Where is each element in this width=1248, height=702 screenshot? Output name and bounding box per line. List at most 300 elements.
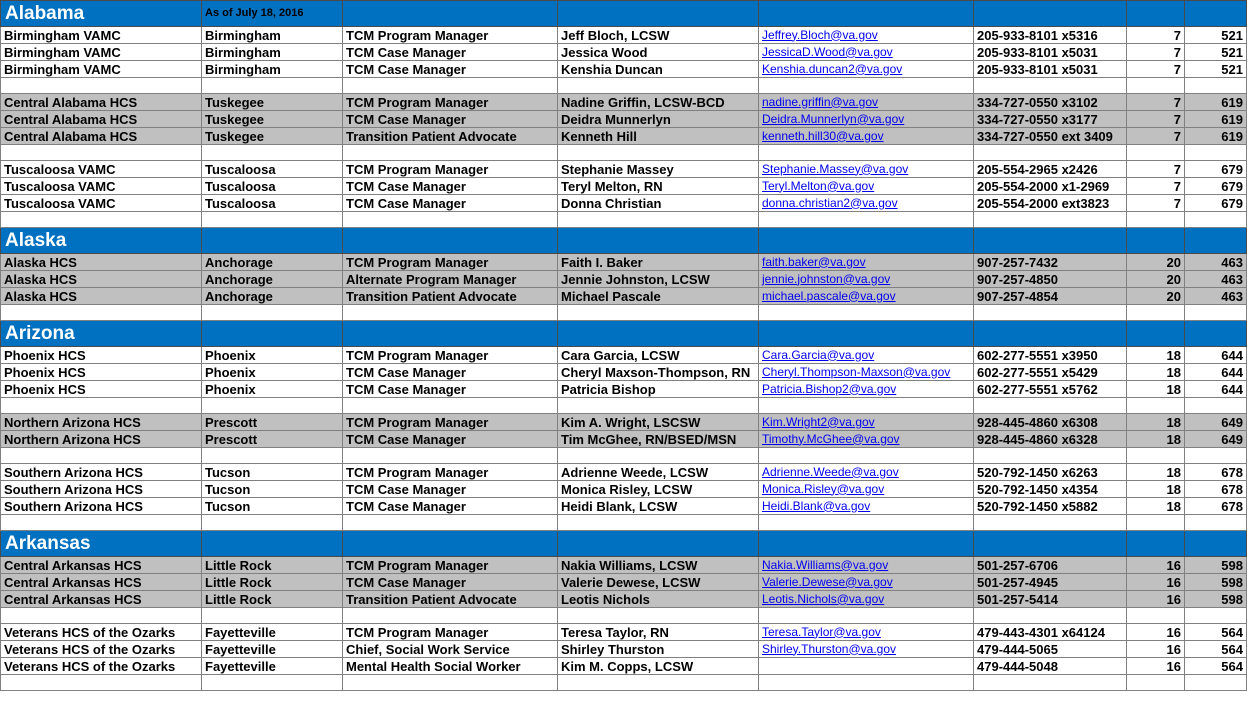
empty-cell (1, 515, 202, 531)
contact-name-cell: Kim M. Copps, LCSW (558, 658, 759, 675)
facility-cell: Veterans HCS of the Ozarks (1, 624, 202, 641)
visn-cell: 18 (1127, 414, 1185, 431)
table-row (1, 431, 1247, 448)
city-cell: Tuskegee (202, 128, 343, 145)
station-cell: 678 (1185, 498, 1247, 515)
email-link[interactable]: Timothy.McGhee@va.gov (762, 431, 900, 446)
station-cell: 564 (1185, 641, 1247, 658)
as-of-date (202, 228, 343, 254)
city-cell: Phoenix (202, 364, 343, 381)
visn-cell: 7 (1127, 27, 1185, 44)
phone-cell: 205-554-2000 ext3823 (974, 195, 1127, 212)
empty-cell (1185, 515, 1247, 531)
empty-cell (1127, 145, 1185, 161)
empty-cell (1, 78, 202, 94)
station-cell: 564 (1185, 624, 1247, 641)
empty-cell (202, 515, 343, 531)
empty-cell (1, 305, 202, 321)
empty-cell (1127, 448, 1185, 464)
state-name: Arkansas (1, 531, 202, 557)
empty-cell (759, 675, 974, 691)
header-empty-cell (1127, 321, 1185, 347)
phone-cell: 479-444-5048 (974, 658, 1127, 675)
email-cell (759, 178, 974, 195)
visn-cell: 20 (1127, 254, 1185, 271)
table-row (1, 178, 1247, 195)
empty-cell (974, 608, 1127, 624)
header-empty-cell (759, 228, 974, 254)
header-empty-cell (759, 321, 974, 347)
table-row (1, 271, 1247, 288)
facility-cell: Veterans HCS of the Ozarks (1, 658, 202, 675)
empty-cell (974, 398, 1127, 414)
state-header-row (1, 1, 1247, 27)
phone-cell: 205-554-2965 x2426 (974, 161, 1127, 178)
role-cell: TCM Case Manager (343, 195, 558, 212)
header-empty-cell (1127, 1, 1185, 27)
empty-cell (974, 212, 1127, 228)
facility-cell: Northern Arizona HCS (1, 414, 202, 431)
table-row (1, 94, 1247, 111)
city-cell: Fayetteville (202, 641, 343, 658)
email-link[interactable]: Leotis.Nichols@va.gov (762, 591, 885, 606)
email-cell (759, 27, 974, 44)
contact-name-cell: Jennie Johnston, LCSW (558, 271, 759, 288)
phone-cell: 907-257-4850 (974, 271, 1127, 288)
empty-cell (1185, 448, 1247, 464)
role-cell: Alternate Program Manager (343, 271, 558, 288)
email-cell (759, 128, 974, 145)
email-link[interactable]: Nakia.Williams@va.gov (762, 557, 889, 572)
station-cell: 598 (1185, 591, 1247, 608)
facility-cell: Birmingham VAMC (1, 61, 202, 78)
table-row (1, 364, 1247, 381)
empty-cell (759, 305, 974, 321)
empty-cell (759, 448, 974, 464)
email-link[interactable]: Deidra.Munnerlyn@va.gov (762, 111, 905, 126)
station-cell: 521 (1185, 27, 1247, 44)
empty-cell (1127, 675, 1185, 691)
email-link[interactable]: kenneth.hill30@va.gov (762, 128, 884, 143)
header-empty-cell (759, 1, 974, 27)
header-empty-cell (558, 321, 759, 347)
facility-cell: Phoenix HCS (1, 364, 202, 381)
station-cell: 678 (1185, 481, 1247, 498)
table-row (1, 557, 1247, 574)
spacer-row (1, 398, 1247, 414)
phone-cell: 205-554-2000 x1-2969 (974, 178, 1127, 195)
facility-cell: Alaska HCS (1, 254, 202, 271)
empty-cell (974, 675, 1127, 691)
facility-cell: Central Arkansas HCS (1, 557, 202, 574)
city-cell: Tucson (202, 481, 343, 498)
table-row (1, 414, 1247, 431)
header-empty-cell (1185, 1, 1247, 27)
header-empty-cell (1185, 321, 1247, 347)
empty-cell (1, 608, 202, 624)
as-of-date (202, 321, 343, 347)
contact-name-cell: Teryl Melton, RN (558, 178, 759, 195)
contact-name-cell: Nadine Griffin, LCSW-BCD (558, 94, 759, 111)
empty-cell (1, 212, 202, 228)
visn-cell: 7 (1127, 128, 1185, 145)
facility-cell: Alaska HCS (1, 288, 202, 305)
email-cell (759, 658, 974, 675)
table-row (1, 624, 1247, 641)
station-cell: 644 (1185, 381, 1247, 398)
contact-name-cell: Kenshia Duncan (558, 61, 759, 78)
city-cell: Tuskegee (202, 94, 343, 111)
visn-cell: 7 (1127, 161, 1185, 178)
empty-cell (1127, 515, 1185, 531)
email-link[interactable]: Jeffrey.Bloch@va.gov (762, 27, 878, 42)
empty-cell (558, 448, 759, 464)
facility-cell: Phoenix HCS (1, 381, 202, 398)
email-link[interactable]: Heidi.Blank@va.gov (762, 498, 871, 513)
empty-cell (558, 675, 759, 691)
facility-cell: Northern Arizona HCS (1, 431, 202, 448)
role-cell: TCM Case Manager (343, 364, 558, 381)
empty-cell (1, 448, 202, 464)
header-empty-cell (974, 228, 1127, 254)
city-cell: Little Rock (202, 574, 343, 591)
facility-cell: Birmingham VAMC (1, 27, 202, 44)
email-link[interactable]: Cara.Garcia@va.gov (762, 347, 875, 362)
as-of-date: As of July 18, 2016 (202, 1, 343, 27)
visn-cell: 18 (1127, 431, 1185, 448)
role-cell: TCM Case Manager (343, 431, 558, 448)
phone-cell: 205-933-8101 x5031 (974, 44, 1127, 61)
role-cell: TCM Case Manager (343, 178, 558, 195)
empty-cell (759, 78, 974, 94)
role-cell: TCM Program Manager (343, 161, 558, 178)
empty-cell (343, 78, 558, 94)
email-link[interactable]: michael.pascale@va.gov (762, 288, 896, 303)
visn-cell: 18 (1127, 464, 1185, 481)
city-cell: Fayetteville (202, 658, 343, 675)
spacer-row (1, 145, 1247, 161)
role-cell: Mental Health Social Worker (343, 658, 558, 675)
empty-cell (974, 448, 1127, 464)
empty-cell (343, 608, 558, 624)
station-cell: 619 (1185, 111, 1247, 128)
empty-cell (558, 515, 759, 531)
role-cell: TCM Case Manager (343, 381, 558, 398)
email-link[interactable]: Cheryl.Thompson-Maxson@va.gov (762, 364, 951, 379)
contact-name-cell: Heidi Blank, LCSW (558, 498, 759, 515)
phone-cell: 928-445-4860 x6308 (974, 414, 1127, 431)
email-link[interactable]: Monica.Risley@va.gov (762, 481, 885, 496)
email-cell (759, 61, 974, 78)
city-cell: Tucson (202, 464, 343, 481)
phone-cell: 501-257-6706 (974, 557, 1127, 574)
empty-cell (558, 212, 759, 228)
phone-cell: 602-277-5551 x5762 (974, 381, 1127, 398)
contact-name-cell: Teresa Taylor, RN (558, 624, 759, 641)
contact-name-cell: Faith I. Baker (558, 254, 759, 271)
role-cell: TCM Case Manager (343, 61, 558, 78)
header-empty-cell (343, 531, 558, 557)
empty-cell (1127, 78, 1185, 94)
spacer-row (1, 305, 1247, 321)
empty-cell (974, 515, 1127, 531)
email-link[interactable]: Stephanie.Massey@va.gov (762, 161, 909, 176)
empty-cell (558, 145, 759, 161)
phone-cell: 501-257-4945 (974, 574, 1127, 591)
email-cell (759, 254, 974, 271)
role-cell: TCM Case Manager (343, 481, 558, 498)
email-cell (759, 347, 974, 364)
table-row (1, 641, 1247, 658)
email-cell (759, 591, 974, 608)
phone-cell: 907-257-7432 (974, 254, 1127, 271)
visn-cell: 7 (1127, 111, 1185, 128)
station-cell: 678 (1185, 464, 1247, 481)
email-link[interactable]: JessicaD.Wood@va.gov (762, 44, 893, 59)
station-cell: 598 (1185, 557, 1247, 574)
contact-name-cell: Monica Risley, LCSW (558, 481, 759, 498)
header-empty-cell (343, 228, 558, 254)
station-cell: 644 (1185, 347, 1247, 364)
email-cell (759, 271, 974, 288)
email-link[interactable]: Patricia.Bishop2@va.gov (762, 381, 897, 396)
city-cell: Fayetteville (202, 624, 343, 641)
facility-cell: Alaska HCS (1, 271, 202, 288)
contact-name-cell: Kenneth Hill (558, 128, 759, 145)
facility-cell: Southern Arizona HCS (1, 498, 202, 515)
email-cell (759, 624, 974, 641)
phone-cell: 479-444-5065 (974, 641, 1127, 658)
city-cell: Tuscaloosa (202, 178, 343, 195)
role-cell: TCM Program Manager (343, 464, 558, 481)
header-empty-cell (558, 531, 759, 557)
visn-cell: 7 (1127, 61, 1185, 78)
visn-cell: 18 (1127, 347, 1185, 364)
contact-name-cell: Deidra Munnerlyn (558, 111, 759, 128)
empty-cell (1127, 305, 1185, 321)
table-row (1, 288, 1247, 305)
contact-name-cell: Michael Pascale (558, 288, 759, 305)
empty-cell (343, 515, 558, 531)
email-link[interactable]: Shirley.Thurston@va.gov (762, 641, 897, 656)
table-row (1, 44, 1247, 61)
empty-cell (1127, 212, 1185, 228)
table-row (1, 61, 1247, 78)
role-cell: TCM Program Manager (343, 414, 558, 431)
role-cell: TCM Program Manager (343, 94, 558, 111)
empty-cell (558, 305, 759, 321)
empty-cell (974, 78, 1127, 94)
visn-cell: 7 (1127, 94, 1185, 111)
email-link[interactable]: donna.christian2@va.gov (762, 195, 898, 210)
spacer-row (1, 212, 1247, 228)
facility-cell: Central Arkansas HCS (1, 591, 202, 608)
contact-name-cell: Cara Garcia, LCSW (558, 347, 759, 364)
contact-name-cell: Valerie Dewese, LCSW (558, 574, 759, 591)
header-empty-cell (1127, 531, 1185, 557)
email-cell (759, 464, 974, 481)
role-cell: Transition Patient Advocate (343, 591, 558, 608)
spacer-row (1, 448, 1247, 464)
email-cell (759, 111, 974, 128)
station-cell: 564 (1185, 658, 1247, 675)
station-cell: 463 (1185, 271, 1247, 288)
empty-cell (1185, 608, 1247, 624)
empty-cell (974, 305, 1127, 321)
facility-cell: Southern Arizona HCS (1, 481, 202, 498)
email-link[interactable]: Adrienne.Weede@va.gov (762, 464, 899, 479)
empty-cell (759, 212, 974, 228)
state-header-row (1, 321, 1247, 347)
table-row (1, 381, 1247, 398)
role-cell: TCM Case Manager (343, 44, 558, 61)
as-of-date (202, 531, 343, 557)
station-cell: 649 (1185, 431, 1247, 448)
facility-cell: Central Alabama HCS (1, 111, 202, 128)
station-cell: 619 (1185, 128, 1247, 145)
email-cell (759, 195, 974, 212)
email-cell (759, 481, 974, 498)
table-row (1, 574, 1247, 591)
email-link[interactable]: faith.baker@va.gov (762, 254, 866, 269)
visn-cell: 16 (1127, 624, 1185, 641)
contact-name-cell: Adrienne Weede, LCSW (558, 464, 759, 481)
empty-cell (759, 145, 974, 161)
table-row (1, 111, 1247, 128)
empty-cell (974, 145, 1127, 161)
city-cell: Phoenix (202, 381, 343, 398)
contact-table-body (1, 1, 1247, 691)
contact-name-cell: Patricia Bishop (558, 381, 759, 398)
visn-cell: 18 (1127, 481, 1185, 498)
station-cell: 649 (1185, 414, 1247, 431)
header-empty-cell (1185, 531, 1247, 557)
contact-name-cell: Leotis Nichols (558, 591, 759, 608)
role-cell: TCM Program Manager (343, 347, 558, 364)
visn-cell: 20 (1127, 288, 1185, 305)
table-row (1, 254, 1247, 271)
role-cell: TCM Program Manager (343, 254, 558, 271)
state-name: Alabama (1, 1, 202, 27)
phone-cell: 479-443-4301 x64124 (974, 624, 1127, 641)
email-link[interactable]: Teresa.Taylor@va.gov (762, 624, 881, 639)
email-cell (759, 44, 974, 61)
empty-cell (202, 448, 343, 464)
empty-cell (1127, 398, 1185, 414)
empty-cell (343, 675, 558, 691)
facility-cell: Veterans HCS of the Ozarks (1, 641, 202, 658)
visn-cell: 16 (1127, 658, 1185, 675)
role-cell: TCM Case Manager (343, 574, 558, 591)
contact-name-cell: Kim A. Wright, LSCSW (558, 414, 759, 431)
visn-cell: 16 (1127, 557, 1185, 574)
role-cell: TCM Program Manager (343, 624, 558, 641)
email-cell (759, 557, 974, 574)
empty-cell (759, 608, 974, 624)
email-link[interactable]: Kenshia.duncan2@va.gov (762, 61, 903, 76)
state-name: Alaska (1, 228, 202, 254)
phone-cell: 205-933-8101 x5316 (974, 27, 1127, 44)
city-cell: Phoenix (202, 347, 343, 364)
header-empty-cell (558, 1, 759, 27)
state-header-row (1, 531, 1247, 557)
email-link[interactable]: jennie.johnston@va.gov (762, 271, 891, 286)
spacer-row (1, 515, 1247, 531)
header-empty-cell (974, 531, 1127, 557)
phone-cell: 520-792-1450 x6263 (974, 464, 1127, 481)
email-cell (759, 364, 974, 381)
email-cell (759, 498, 974, 515)
station-cell: 644 (1185, 364, 1247, 381)
city-cell: Tuskegee (202, 111, 343, 128)
empty-cell (1, 675, 202, 691)
empty-cell (202, 398, 343, 414)
header-empty-cell (1127, 228, 1185, 254)
role-cell: TCM Program Manager (343, 27, 558, 44)
facility-cell: Tuscaloosa VAMC (1, 161, 202, 178)
header-empty-cell (343, 1, 558, 27)
phone-cell: 205-933-8101 x5031 (974, 61, 1127, 78)
empty-cell (202, 675, 343, 691)
station-cell: 463 (1185, 254, 1247, 271)
role-cell: Chief, Social Work Service (343, 641, 558, 658)
city-cell: Anchorage (202, 254, 343, 271)
empty-cell (1127, 608, 1185, 624)
email-link[interactable]: Valerie.Dewese@va.gov (762, 574, 893, 589)
visn-cell: 7 (1127, 178, 1185, 195)
email-link[interactable]: nadine.griffin@va.gov (762, 94, 879, 109)
empty-cell (202, 145, 343, 161)
role-cell: TCM Case Manager (343, 111, 558, 128)
email-link[interactable]: Kim.Wright2@va.gov (762, 414, 875, 429)
email-cell (759, 641, 974, 658)
header-empty-cell (1185, 228, 1247, 254)
role-cell: Transition Patient Advocate (343, 128, 558, 145)
empty-cell (202, 608, 343, 624)
visn-cell: 7 (1127, 44, 1185, 61)
empty-cell (202, 78, 343, 94)
city-cell: Little Rock (202, 557, 343, 574)
facility-cell: Phoenix HCS (1, 347, 202, 364)
email-link[interactable]: Teryl.Melton@va.gov (762, 178, 875, 193)
header-empty-cell (558, 228, 759, 254)
phone-cell: 928-445-4860 x6328 (974, 431, 1127, 448)
phone-cell: 602-277-5551 x5429 (974, 364, 1127, 381)
contact-name-cell: Nakia Williams, LCSW (558, 557, 759, 574)
table-row (1, 161, 1247, 178)
phone-cell: 501-257-5414 (974, 591, 1127, 608)
role-cell: Transition Patient Advocate (343, 288, 558, 305)
email-cell (759, 161, 974, 178)
station-cell: 463 (1185, 288, 1247, 305)
phone-cell: 334-727-0550 x3177 (974, 111, 1127, 128)
city-cell: Birmingham (202, 27, 343, 44)
spacer-row (1, 608, 1247, 624)
visn-cell: 18 (1127, 498, 1185, 515)
visn-cell: 18 (1127, 364, 1185, 381)
city-cell: Tucson (202, 498, 343, 515)
email-cell (759, 381, 974, 398)
email-cell (759, 574, 974, 591)
empty-cell (759, 515, 974, 531)
facility-cell: Tuscaloosa VAMC (1, 178, 202, 195)
station-cell: 679 (1185, 195, 1247, 212)
empty-cell (1185, 398, 1247, 414)
table-row (1, 498, 1247, 515)
email-cell (759, 414, 974, 431)
city-cell: Anchorage (202, 288, 343, 305)
empty-cell (558, 608, 759, 624)
